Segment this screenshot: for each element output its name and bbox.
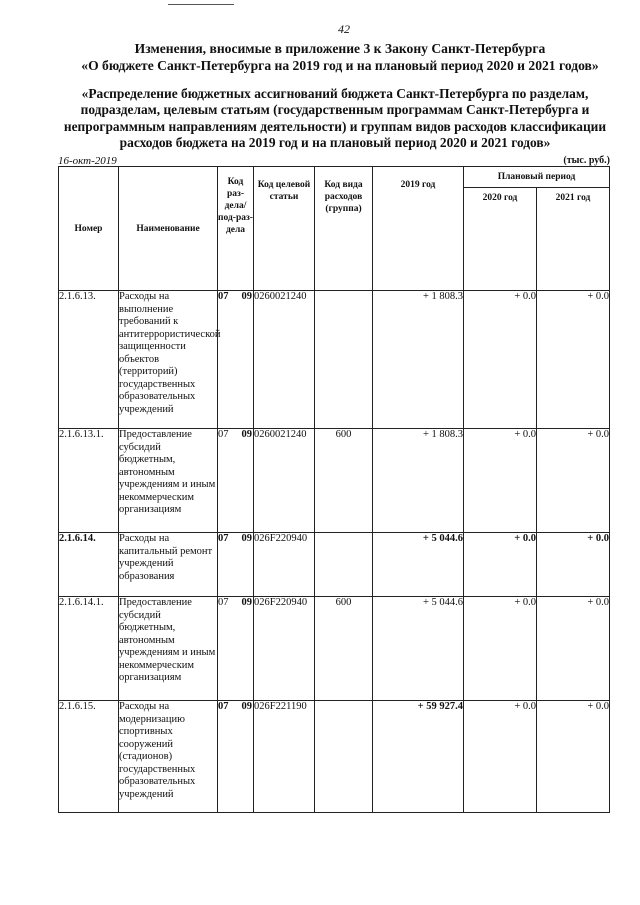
row-amount-2021: + 0.0 [537, 533, 610, 597]
podrazdel-code: 09 [241, 533, 252, 544]
document-date: 16-окт-2019 [58, 155, 117, 167]
row-section-code [218, 597, 254, 701]
top-rule [168, 4, 234, 5]
row-amount-2019: + 1 808.3 [373, 429, 464, 533]
razdel-code: 07 [218, 597, 229, 608]
razdel-code: 07 [218, 429, 229, 440]
row-name: Расходы на капитальный ремонт учреждений образования [119, 533, 218, 597]
page-number: 42 [338, 22, 350, 36]
row-amount-2020: + 0.0 [464, 597, 537, 701]
header-expense-type-code: Код вида расходов (группа) [315, 167, 373, 291]
row-amount-2021: + 0.0 [537, 597, 610, 701]
row-amount-2019: + 5 044.6 [373, 533, 464, 597]
row-amount-2019: + 5 044.6 [373, 597, 464, 701]
row-number: 2.1.6.14.1. [59, 597, 119, 701]
razdel-code: 07 [218, 533, 229, 544]
row-amount-2021: + 0.0 [537, 429, 610, 533]
row-target-code: 0260021240 [254, 429, 315, 533]
row-amount-2020: + 0.0 [464, 429, 537, 533]
row-section-code [218, 429, 254, 533]
row-amount-2019: + 59 927.4 [373, 701, 464, 813]
row-name: Расходы на модернизацию спортивных сооружений (стадионов) государственных образовательных учреждений [119, 701, 218, 813]
row-expense-type [315, 291, 373, 429]
row-number: 2.1.6.13.1. [59, 429, 119, 533]
podrazdel-code: 09 [241, 701, 252, 712]
row-name: Предоставление субсидий бюджетным, автономным учреждениям и иным некоммерческим организациям [119, 429, 218, 533]
row-target-code: 0260021240 [254, 291, 315, 429]
row-number: 2.1.6.13. [59, 291, 119, 429]
razdel-code: 07 [218, 291, 229, 302]
row-amount-2020: + 0.0 [464, 701, 537, 813]
row-expense-type: 600 [315, 597, 373, 701]
header-number: Номер [59, 167, 119, 291]
title-line-2: «О бюджете Санкт-Петербурга на 2019 год и на плановый период 2020 и 2021 годов» [81, 58, 599, 73]
budget-table [58, 166, 610, 813]
row-expense-type [315, 701, 373, 813]
header-target-code: Код целевой статьи [254, 167, 315, 291]
row-target-code: 026F220940 [254, 597, 315, 701]
row-name: Расходы на выполнение требований к антитеррористической защищенности объектов (территорий) государственных образовательных учреждений [119, 291, 218, 429]
row-amount-2020: + 0.0 [464, 291, 537, 429]
row-target-code: 026F220940 [254, 533, 315, 597]
row-amount-2021: + 0.0 [537, 291, 610, 429]
row-amount-2019: + 1 808.3 [373, 291, 464, 429]
table-row [59, 701, 610, 813]
header-2020: 2020 год [464, 188, 537, 291]
row-section-code [218, 291, 254, 429]
podrazdel-code: 09 [241, 597, 252, 608]
row-section-code [218, 701, 254, 813]
unit-label: (тыс. руб.) [563, 155, 610, 166]
row-name: Предоставление субсидий бюджетным, автономным учреждениям и иным некоммерческим организациям [119, 597, 218, 701]
table-row [59, 533, 610, 597]
header-plan-period: Плановый период [464, 167, 610, 188]
header-2021: 2021 год [537, 188, 610, 291]
podrazdel-code: 09 [241, 429, 252, 440]
document-subtitle: «Распределение бюджетных ассигнований бюджета Санкт-Петербурга по разделам, подразделам, целевым статьям (государственным программам Санкт-Петербурга и непрограммным направлениям деятельности) и группам видов расходов классификации расходов бюджета на 2019 год и на плановый период 2020 и 2021 годов» [63, 86, 607, 150]
row-amount-2020: + 0.0 [464, 533, 537, 597]
document-title [60, 40, 620, 74]
table-row [59, 429, 610, 533]
table-row [59, 291, 610, 429]
row-target-code: 026F221190 [254, 701, 315, 813]
header-2019: 2019 год [373, 167, 464, 291]
title-line-1: Изменения, вносимые в приложение 3 к Закону Санкт-Петербурга [134, 41, 546, 56]
row-section-code [218, 533, 254, 597]
row-number: 2.1.6.15. [59, 701, 119, 813]
header-name: Наименование [119, 167, 218, 291]
row-number: 2.1.6.14. [59, 533, 119, 597]
header-section-code: Код раз-дела/ под-раз-дела [218, 167, 254, 291]
razdel-code: 07 [218, 701, 229, 712]
row-expense-type: 600 [315, 429, 373, 533]
table-row [59, 597, 610, 701]
row-expense-type [315, 533, 373, 597]
podrazdel-code: 09 [241, 291, 252, 302]
row-amount-2021: + 0.0 [537, 701, 610, 813]
